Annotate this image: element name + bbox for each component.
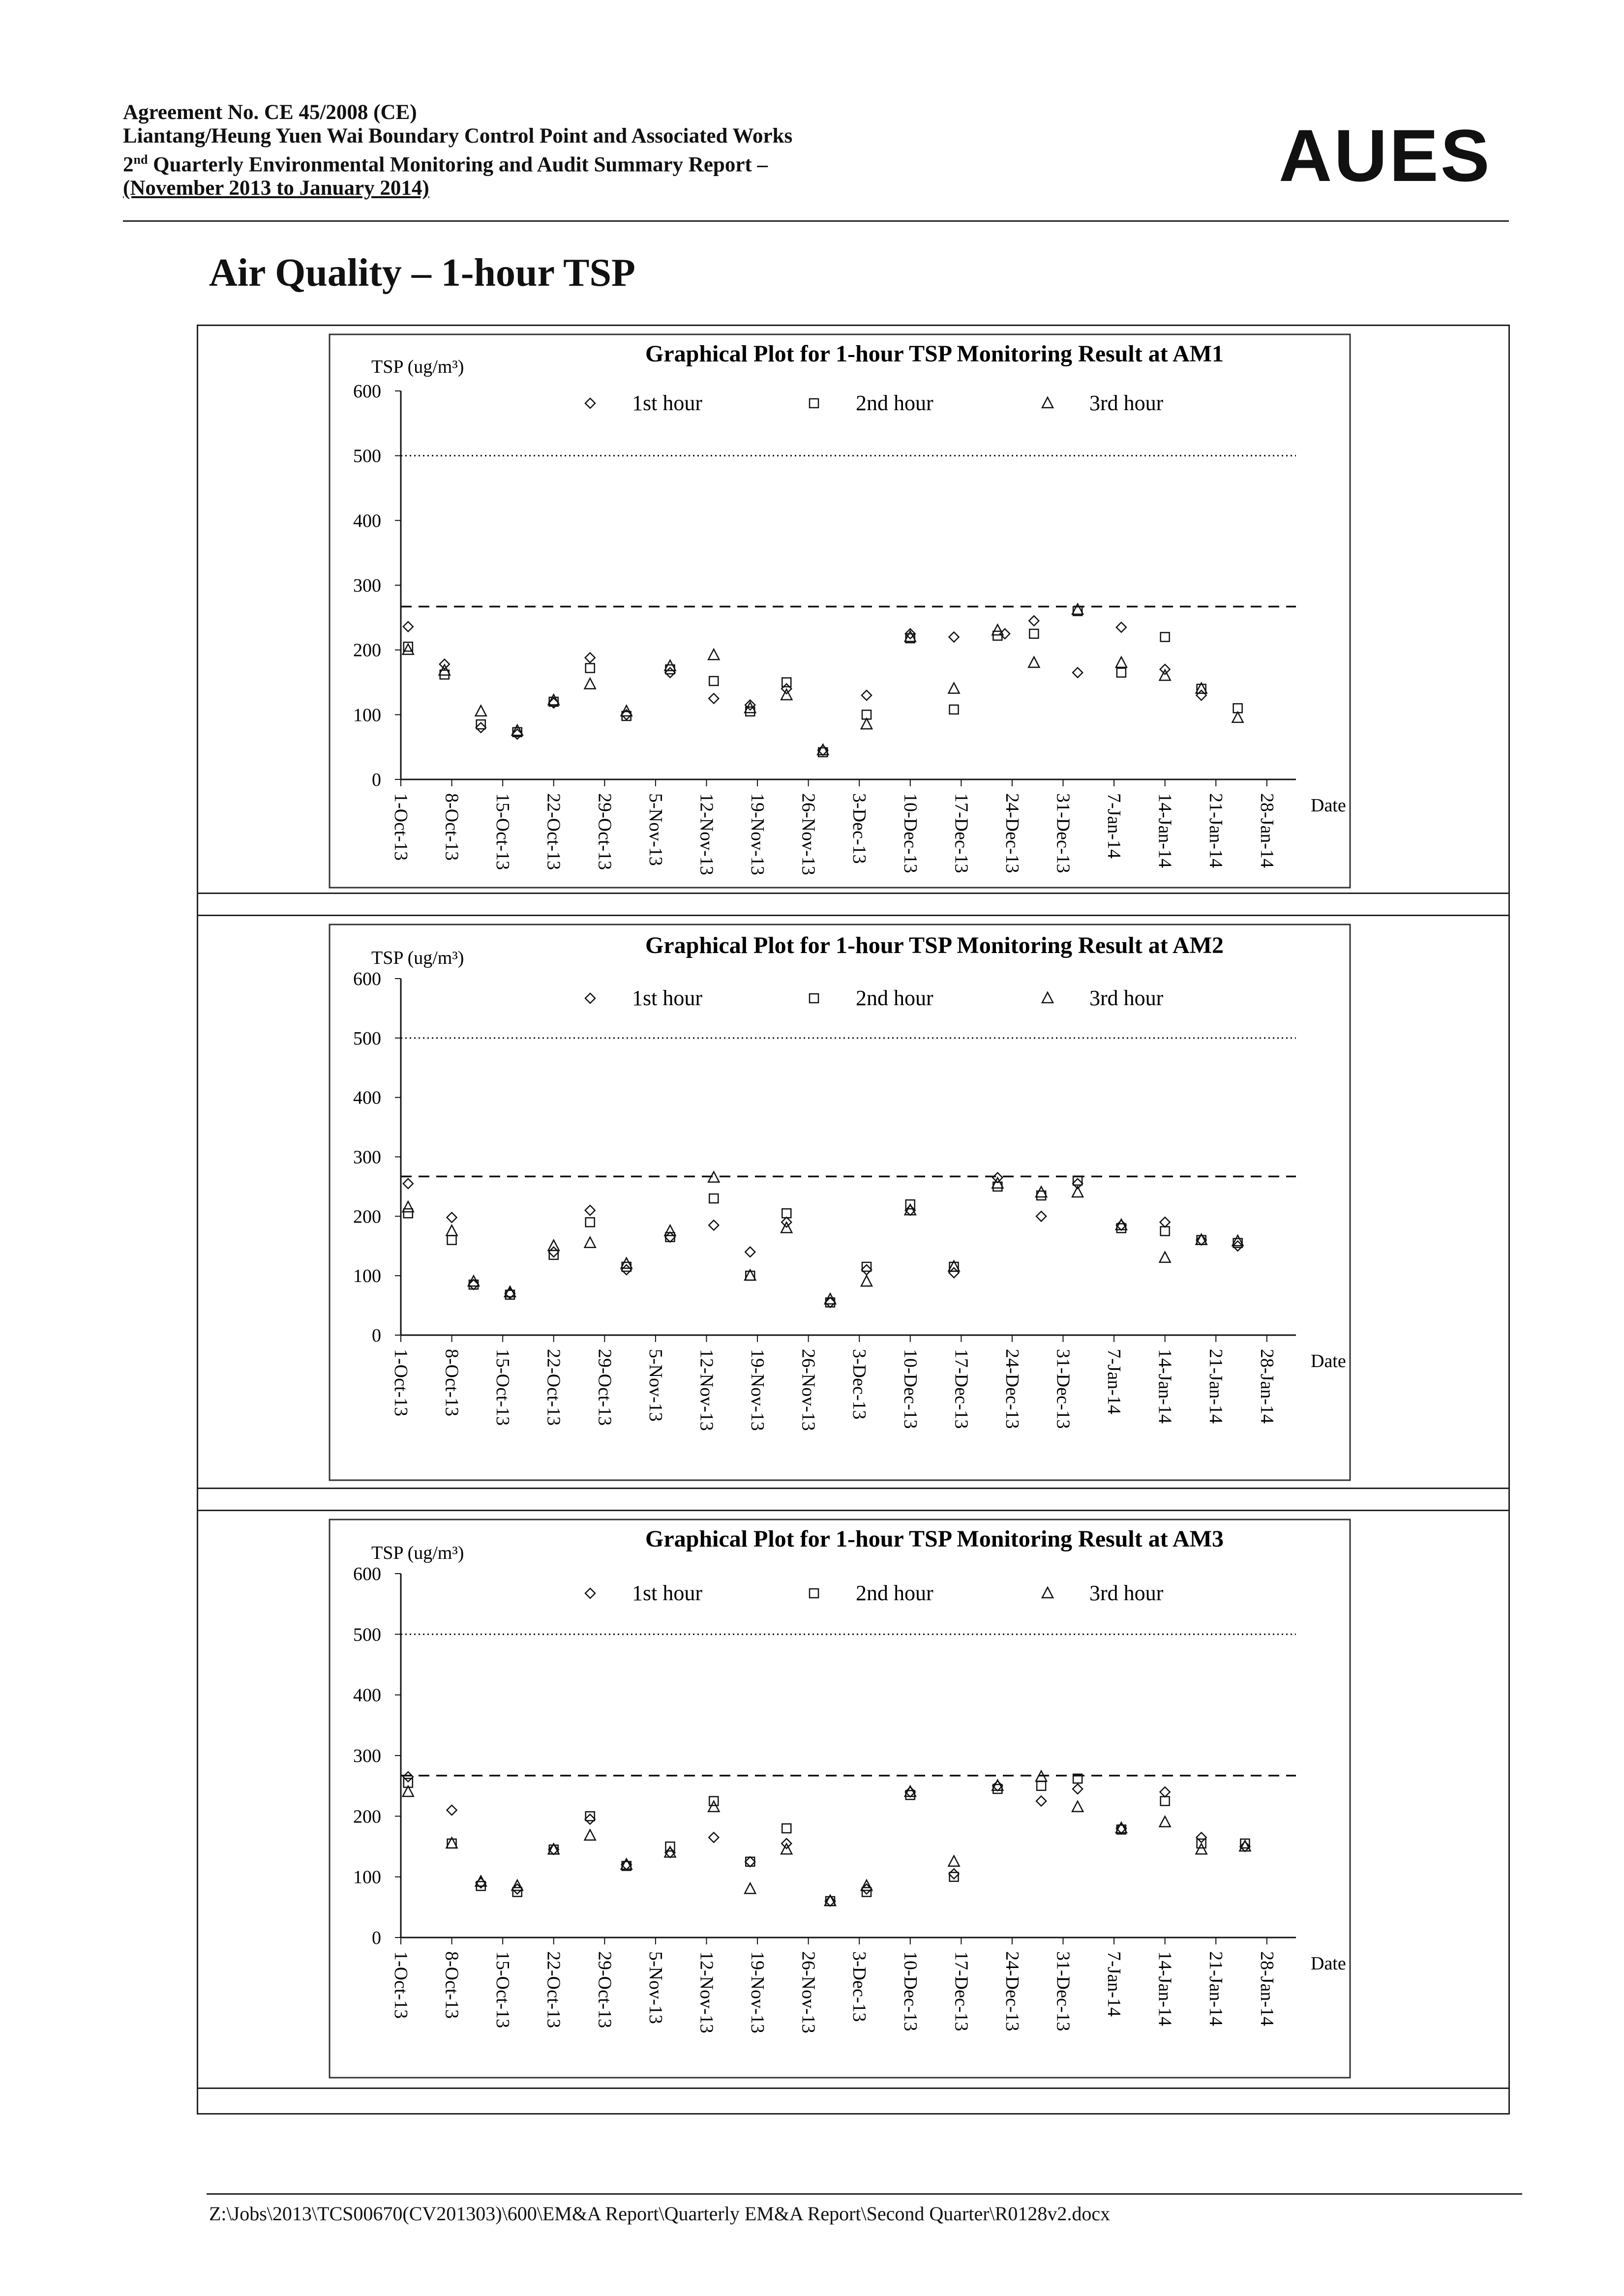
footer-divider: [207, 2193, 1522, 2195]
x-tick-label: 21-Jan-14: [1205, 1349, 1227, 1424]
x-tick-label: 21-Jan-14: [1205, 1951, 1227, 2026]
x-tick-label: 1-Oct-13: [391, 1349, 411, 1417]
y-tick-label: 400: [353, 1087, 381, 1108]
chart-am1: [330, 334, 1350, 888]
data-point: [1197, 690, 1206, 700]
legend-label: 3rd hour: [1089, 986, 1164, 1010]
y-axis-label: TSP (ug/m³): [371, 948, 464, 968]
y-tick-label: 100: [353, 1867, 381, 1888]
legend-label: 2nd hour: [856, 1581, 933, 1605]
data-point: [664, 1225, 675, 1236]
data-point: [709, 693, 719, 703]
x-tick-label: 24-Dec-13: [1001, 1349, 1023, 1429]
data-point: [861, 1880, 872, 1890]
x-tick-label: 5-Nov-13: [645, 1349, 666, 1422]
legend-triangle-marker: [1042, 397, 1053, 408]
x-tick-label: 7-Jan-14: [1104, 1951, 1125, 2017]
y-tick-label: 300: [353, 575, 381, 596]
legend-triangle-marker: [1042, 1587, 1053, 1598]
x-tick-label: 29-Oct-13: [594, 793, 615, 870]
data-point: [1028, 657, 1039, 667]
data-point: [862, 690, 872, 700]
x-tick-label: 28-Jan-14: [1256, 1951, 1277, 2026]
data-point: [709, 1833, 719, 1843]
data-point: [1029, 616, 1039, 626]
data-point: [585, 653, 595, 662]
data-point: [861, 718, 872, 729]
x-tick-label: 24-Dec-13: [1001, 1951, 1023, 2031]
x-tick-label: 21-Jan-14: [1205, 793, 1227, 868]
report-title-suffix: nd: [133, 152, 148, 167]
data-point: [1072, 604, 1083, 614]
x-tick-label: 31-Dec-13: [1053, 1951, 1074, 2031]
y-tick-label: 400: [353, 1685, 381, 1706]
data-point: [708, 1801, 719, 1812]
legend-square-marker: [810, 994, 818, 1003]
data-point: [665, 668, 675, 678]
x-tick-label: 10-Dec-13: [900, 1951, 921, 2031]
data-point: [447, 1213, 457, 1223]
data-point: [745, 1857, 755, 1867]
series-diamond: [403, 616, 1206, 755]
data-point: [745, 1247, 755, 1257]
data-point: [745, 1883, 755, 1893]
project-name: Liantang/Heung Yuen Wai Boundary Control Point and Associated Works: [123, 124, 793, 148]
data-point: [1029, 629, 1038, 638]
chart-title: Graphical Plot for 1-hour TSP Monitoring Result at AM1: [645, 341, 1224, 367]
x-tick-label: 3-Dec-13: [849, 1349, 870, 1420]
data-point: [782, 1209, 791, 1218]
data-point: [549, 1247, 559, 1257]
y-tick-label: 100: [353, 1266, 381, 1287]
data-point: [949, 683, 960, 693]
data-point: [1073, 668, 1083, 678]
data-point: [1160, 1217, 1170, 1227]
data-point: [586, 1812, 595, 1820]
data-point: [622, 1265, 632, 1275]
x-tick-label: 14-Jan-14: [1154, 793, 1175, 868]
data-point: [861, 1276, 872, 1286]
x-tick-label: 15-Oct-13: [492, 793, 513, 870]
data-point: [709, 677, 718, 686]
x-tick-label: 15-Oct-13: [492, 1349, 513, 1426]
data-point: [448, 1236, 456, 1245]
x-tick-label: 14-Jan-14: [1154, 1349, 1175, 1424]
data-point: [1036, 1211, 1046, 1221]
data-point: [404, 1209, 413, 1218]
x-tick-label: 24-Dec-13: [1001, 793, 1023, 873]
section-title: Air Quality – 1-hour TSP: [209, 251, 635, 295]
chart-frame: [330, 1520, 1350, 2078]
x-tick-label: 14-Jan-14: [1154, 1951, 1175, 2026]
chart-title: Graphical Plot for 1-hour TSP Monitoring Result at AM3: [645, 1526, 1224, 1552]
legend-label: 2nd hour: [856, 391, 933, 415]
series-triangle: [403, 1771, 1251, 1906]
x-tick-label: 28-Jan-14: [1256, 1349, 1277, 1424]
data-point: [949, 1869, 959, 1879]
series-square: [404, 1774, 1250, 1906]
y-tick-label: 200: [353, 1206, 381, 1227]
data-point: [949, 632, 959, 642]
x-tick-label: 19-Nov-13: [747, 1349, 768, 1431]
x-tick-label: 8-Oct-13: [441, 1349, 462, 1417]
x-tick-label: 1-Oct-13: [391, 1951, 411, 2019]
data-point: [782, 1824, 791, 1833]
legend-label: 1st hour: [632, 986, 702, 1010]
x-tick-label: 22-Oct-13: [543, 793, 564, 870]
y-tick-label: 200: [353, 1806, 381, 1827]
data-point: [513, 1888, 522, 1897]
data-point: [548, 1240, 559, 1251]
data-point: [1160, 1787, 1170, 1797]
footer-file-path: Z:\Jobs\2013\TCS00670(CV201303)\600\EM&A Report\Quarterly EM&A Report\Second Quarter\R0128v2.docx: [209, 2203, 1111, 2225]
report-title-text: Quarterly Environmental Monitoring and Audit Summary Report –: [148, 153, 768, 177]
y-tick-label: 300: [353, 1746, 381, 1766]
data-point: [1160, 1252, 1171, 1262]
data-point: [447, 1805, 457, 1815]
x-tick-label: 12-Nov-13: [696, 793, 717, 875]
legend-label: 1st hour: [632, 1581, 702, 1605]
data-point: [403, 1772, 413, 1782]
x-tick-label: 5-Nov-13: [645, 793, 666, 866]
data-point: [708, 649, 719, 659]
y-tick-label: 500: [353, 1624, 381, 1645]
data-point: [476, 723, 486, 733]
data-point: [1036, 1187, 1047, 1197]
data-point: [585, 1830, 596, 1840]
x-tick-label: 15-Oct-13: [492, 1951, 513, 2028]
chart-frame: [330, 924, 1350, 1480]
data-point: [512, 1880, 523, 1890]
series-square: [404, 1176, 1242, 1307]
x-tick-label: 28-Jan-14: [1256, 793, 1277, 868]
chart-title: Graphical Plot for 1-hour TSP Monitoring Result at AM2: [645, 932, 1224, 958]
series-square: [404, 607, 1242, 757]
data-point: [477, 720, 485, 729]
agreement-number: Agreement No. CE 45/2008 (CE): [123, 101, 417, 124]
data-point: [549, 1251, 558, 1259]
data-point: [782, 678, 791, 687]
y-tick-label: 0: [372, 1325, 381, 1346]
legend-diamond-marker: [585, 1588, 595, 1598]
x-tick-label: 5-Nov-13: [645, 1951, 666, 2024]
aues-logo: AUES: [1279, 114, 1492, 197]
chart-frame: [330, 334, 1350, 888]
x-tick-label: 26-Nov-13: [798, 1951, 819, 2033]
x-tick-label: 7-Jan-14: [1104, 1349, 1125, 1414]
series-diamond: [403, 1772, 1250, 1906]
data-point: [403, 1201, 414, 1212]
data-point: [403, 1179, 413, 1189]
y-tick-label: 300: [353, 1147, 381, 1168]
data-point: [949, 1856, 960, 1866]
data-point: [1161, 1797, 1170, 1806]
data-point: [447, 1225, 457, 1236]
x-tick-label: 31-Dec-13: [1053, 793, 1074, 873]
data-point: [1116, 657, 1127, 667]
x-tick-label: 26-Nov-13: [798, 1349, 819, 1431]
data-point: [1073, 1176, 1082, 1185]
x-axis-label: Date: [1311, 1351, 1346, 1372]
legend-square-marker: [810, 1589, 818, 1598]
x-tick-label: 3-Dec-13: [849, 793, 870, 864]
data-point: [1196, 1844, 1207, 1854]
data-point: [709, 1220, 719, 1230]
legend-label: 2nd hour: [856, 986, 933, 1010]
x-tick-label: 29-Oct-13: [594, 1349, 615, 1426]
x-tick-label: 17-Dec-13: [951, 1349, 972, 1429]
data-point: [1073, 1784, 1083, 1794]
legend-diamond-marker: [585, 993, 595, 1003]
data-point: [1037, 1782, 1046, 1790]
report-title-number: 2: [123, 153, 134, 177]
series-triangle: [403, 1172, 1243, 1304]
data-point: [468, 1276, 479, 1286]
data-point: [403, 644, 414, 655]
x-tick-label: 8-Oct-13: [441, 793, 462, 861]
data-point: [950, 1873, 959, 1881]
chart-am3: [330, 1520, 1350, 2078]
data-point: [621, 1258, 632, 1268]
report-period: (November 2013 to January 2014): [123, 177, 429, 200]
x-axis-label: Date: [1311, 795, 1346, 816]
y-tick-label: 100: [353, 705, 381, 726]
y-tick-label: 500: [353, 1028, 381, 1049]
data-point: [949, 1268, 959, 1278]
x-tick-label: 17-Dec-13: [951, 793, 972, 873]
data-point: [1160, 1817, 1171, 1827]
legend-triangle-marker: [1042, 992, 1053, 1003]
y-tick-label: 600: [353, 1564, 381, 1584]
x-tick-label: 19-Nov-13: [747, 1951, 768, 2033]
y-tick-label: 500: [353, 446, 381, 467]
x-tick-label: 12-Nov-13: [696, 1349, 717, 1431]
data-point: [950, 705, 959, 714]
data-point: [586, 1218, 595, 1226]
data-point: [825, 1294, 836, 1304]
y-tick-label: 0: [372, 1928, 381, 1948]
data-point: [585, 1237, 596, 1248]
data-point: [862, 1262, 871, 1271]
data-point: [1161, 632, 1170, 641]
legend-label: 1st hour: [632, 391, 702, 415]
x-tick-label: 3-Dec-13: [849, 1951, 870, 2022]
x-tick-label: 8-Oct-13: [441, 1951, 462, 2019]
data-point: [992, 625, 1003, 635]
y-tick-label: 600: [353, 969, 381, 989]
x-tick-label: 1-Oct-13: [391, 793, 411, 861]
data-point: [403, 622, 413, 631]
data-point: [862, 1888, 871, 1897]
data-point: [585, 1815, 595, 1824]
legend-label: 3rd hour: [1089, 1581, 1164, 1605]
x-axis-label: Date: [1311, 1953, 1346, 1974]
data-point: [665, 1232, 675, 1242]
x-tick-label: 29-Oct-13: [594, 1951, 615, 2028]
x-tick-label: 7-Jan-14: [1104, 793, 1125, 859]
data-point: [1117, 668, 1126, 677]
data-point: [746, 1857, 754, 1866]
x-tick-label: 10-Dec-13: [900, 793, 921, 873]
data-point: [586, 664, 595, 673]
y-tick-label: 200: [353, 640, 381, 661]
x-tick-label: 22-Oct-13: [543, 1349, 564, 1426]
series-diamond: [403, 1173, 1243, 1308]
legend-diamond-marker: [585, 398, 595, 408]
x-tick-label: 19-Nov-13: [747, 793, 768, 875]
data-point: [665, 1233, 674, 1242]
data-point: [862, 1265, 872, 1275]
data-point: [1036, 1796, 1046, 1806]
data-point: [1161, 1227, 1170, 1236]
x-tick-label: 26-Nov-13: [798, 793, 819, 875]
data-point: [709, 1194, 718, 1203]
y-tick-label: 400: [353, 510, 381, 532]
data-point: [1233, 712, 1243, 722]
y-tick-label: 0: [372, 770, 381, 790]
data-point: [1072, 1801, 1083, 1812]
x-tick-label: 10-Dec-13: [900, 1349, 921, 1429]
y-tick-label: 600: [353, 381, 381, 402]
y-axis-label: TSP (ug/m³): [371, 357, 464, 377]
data-point: [585, 1205, 595, 1215]
legend-label: 3rd hour: [1089, 391, 1164, 415]
data-point: [476, 706, 486, 716]
y-axis-label: TSP (ug/m³): [371, 1543, 464, 1563]
data-point: [1197, 1833, 1206, 1843]
data-point: [1116, 623, 1126, 632]
x-tick-label: 12-Nov-13: [696, 1951, 717, 2033]
x-tick-label: 31-Dec-13: [1053, 1349, 1074, 1429]
x-tick-label: 22-Oct-13: [543, 1951, 564, 2028]
chart-am2: [330, 924, 1350, 1480]
legend-square-marker: [810, 399, 818, 408]
data-point: [585, 678, 596, 688]
x-tick-label: 17-Dec-13: [951, 1951, 972, 2031]
